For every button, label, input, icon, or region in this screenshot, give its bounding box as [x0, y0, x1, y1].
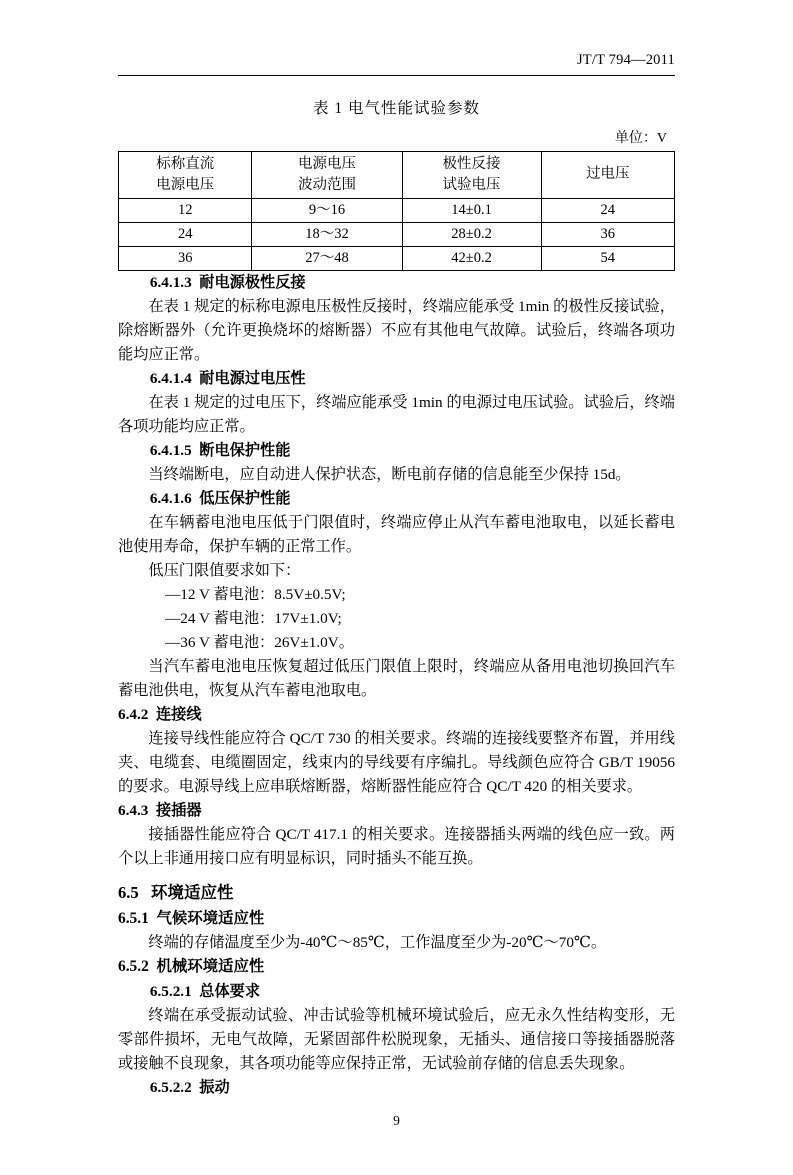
section-paragraph: 连接导线性能应符合 QC/T 730 的相关要求。终端的连接线要整齐布置，并用线夹、电缆套、电缆圈固定，线束内的导线要有序编扎。导线颜色应符合 GB/T 19056 的要求。电源导线上应串联熔断器，熔断器性能应符合 QC/T 420 的相关要求。 — [118, 730, 675, 796]
table-header-cell: 过电压 — [541, 152, 674, 199]
table-cell: 36 — [119, 247, 252, 271]
section-heading-6-5-1 — [118, 907, 675, 932]
section-title: 耐电源过电压性 — [199, 370, 306, 388]
table-cell: 24 — [119, 223, 252, 247]
section-number: 6.4.3 — [118, 802, 149, 820]
section-number: 6.4.1.3 — [149, 274, 192, 292]
document-page — [0, 52, 793, 1175]
header-divider — [118, 75, 675, 76]
list-item: —24 V 蓄电池：17V±1.0V; — [165, 610, 342, 628]
table-header-cell: 极性反接 试验电压 — [402, 152, 541, 199]
table-row — [119, 247, 675, 271]
section-number: 6.4.2 — [118, 706, 149, 724]
table-header-cell: 标称直流 电源电压 — [119, 152, 252, 199]
section-title: 振动 — [199, 1079, 230, 1097]
section-paragraph: 在车辆蓄电池电压低于门限值时，终端应停止从汽车蓄电池取电，以延长蓄电池使用寿命，保护车辆的正常工作。 — [118, 514, 675, 556]
section-paragraph: 当汽车蓄电池电压恢复超过低压门限值上限时，终端应从备用电池切换回汽车蓄电池供电，恢复从汽车蓄电池取电。 — [118, 658, 675, 700]
section-paragraph: 在表 1 规定的标称电源电压极性反接时，终端应能承受 1min 的极性反接试验，除熔断器外（允许更换烧坏的熔断器）不应有其他电气故障。试验后，终端各项功能均应正常。 — [118, 298, 675, 364]
section-number: 6.4.1.4 — [149, 370, 192, 388]
table-cell: 14±0.1 — [402, 199, 541, 223]
section-heading-6-5-2-2 — [118, 1076, 675, 1100]
table-title: 表 1 电气性能试验参数 — [312, 100, 480, 117]
section-paragraph: 低压门限值要求如下： — [148, 562, 301, 580]
list-item: —12 V 蓄电池：8.5V±0.5V; — [165, 586, 346, 604]
section-number: 6.5.2.1 — [149, 983, 192, 1001]
table-cell: 36 — [541, 223, 674, 247]
section-heading-6-4-3 — [118, 799, 675, 823]
section-number: 6.5 — [118, 883, 139, 903]
section-number: 6.4.1.6 — [149, 490, 192, 508]
section-heading-6-4-2 — [118, 703, 675, 727]
page-header — [118, 52, 675, 69]
table-cell: 18～32 — [252, 223, 402, 247]
section-title: 低压保护性能 — [199, 490, 291, 508]
section-number: 6.5.2 — [118, 958, 149, 976]
section-title: 断电保护性能 — [199, 442, 291, 460]
section-heading-6-4-1-6 — [118, 487, 675, 511]
table-cell: 9～16 — [252, 199, 402, 223]
section-heading-6-4-1-4 — [118, 367, 675, 391]
section-title: 机械环境适应性 — [156, 958, 265, 976]
section-paragraph: 终端在承受振动试验、冲击试验等机械环境试验后，应无永久性结构变形，无零部件损坏，无电气故障，无紧固部件松脱现象，无插头、通信接口等接插器脱落或接触不良现象，其各项功能等应保持正常，无试验前存储的信息丢失现象。 — [118, 1007, 675, 1073]
section-heading-6-4-1-3 — [118, 271, 675, 295]
table-cell: 54 — [541, 247, 674, 271]
section-paragraph: 接插器性能应符合 QC/T 417.1 的相关要求。连接器插头两端的线色应一致。两个以上非通用接口应有明显标识，同时插头不能互换。 — [118, 826, 675, 868]
section-paragraph: 在表 1 规定的过电压下，终端应能承受 1min 的电源过电压试验。试验后，终端各项功能均应正常。 — [118, 394, 675, 436]
table-cell: 27～48 — [252, 247, 402, 271]
section-title: 耐电源极性反接 — [199, 274, 306, 292]
section-number: 6.5.2.2 — [149, 1079, 192, 1097]
section-heading-6-5-2-1 — [118, 980, 675, 1004]
section-title: 环境适应性 — [151, 883, 234, 903]
section-title: 气候环境适应性 — [156, 909, 265, 927]
list-item: —36 V 蓄电池：26V±1.0V。 — [165, 634, 354, 652]
section-number: 6.5.1 — [118, 909, 149, 927]
table-cell: 42±0.2 — [402, 247, 541, 271]
table-header-row — [119, 152, 675, 199]
section-title: 总体要求 — [199, 983, 261, 1001]
table-unit-label: 单位：V — [614, 131, 667, 146]
table-cell: 28±0.2 — [402, 223, 541, 247]
table-header-cell: 电源电压 波动范围 — [252, 152, 402, 199]
section-heading-6-5-2 — [118, 955, 675, 980]
section-title: 连接线 — [155, 706, 202, 724]
standard-code: JT/T 794—2011 — [576, 52, 675, 68]
section-paragraph: 终端的存储温度至少为-40℃～85℃，工作温度至少为-20℃～70℃。 — [148, 934, 607, 952]
section-title: 接插器 — [155, 802, 202, 820]
table-cell: 24 — [541, 199, 674, 223]
section-heading-6-5 — [118, 871, 675, 906]
electrical-parameters-table — [118, 151, 675, 271]
section-paragraph: 当终端断电，应自动进人保护状态，断电前存储的信息能至少保持 15d。 — [148, 466, 631, 484]
table-cell: 12 — [119, 199, 252, 223]
section-heading-6-4-1-5 — [118, 439, 675, 463]
table-row — [119, 223, 675, 247]
page-number: 9 — [393, 1113, 400, 1128]
table-row — [119, 199, 675, 223]
section-number: 6.4.1.5 — [149, 442, 192, 460]
